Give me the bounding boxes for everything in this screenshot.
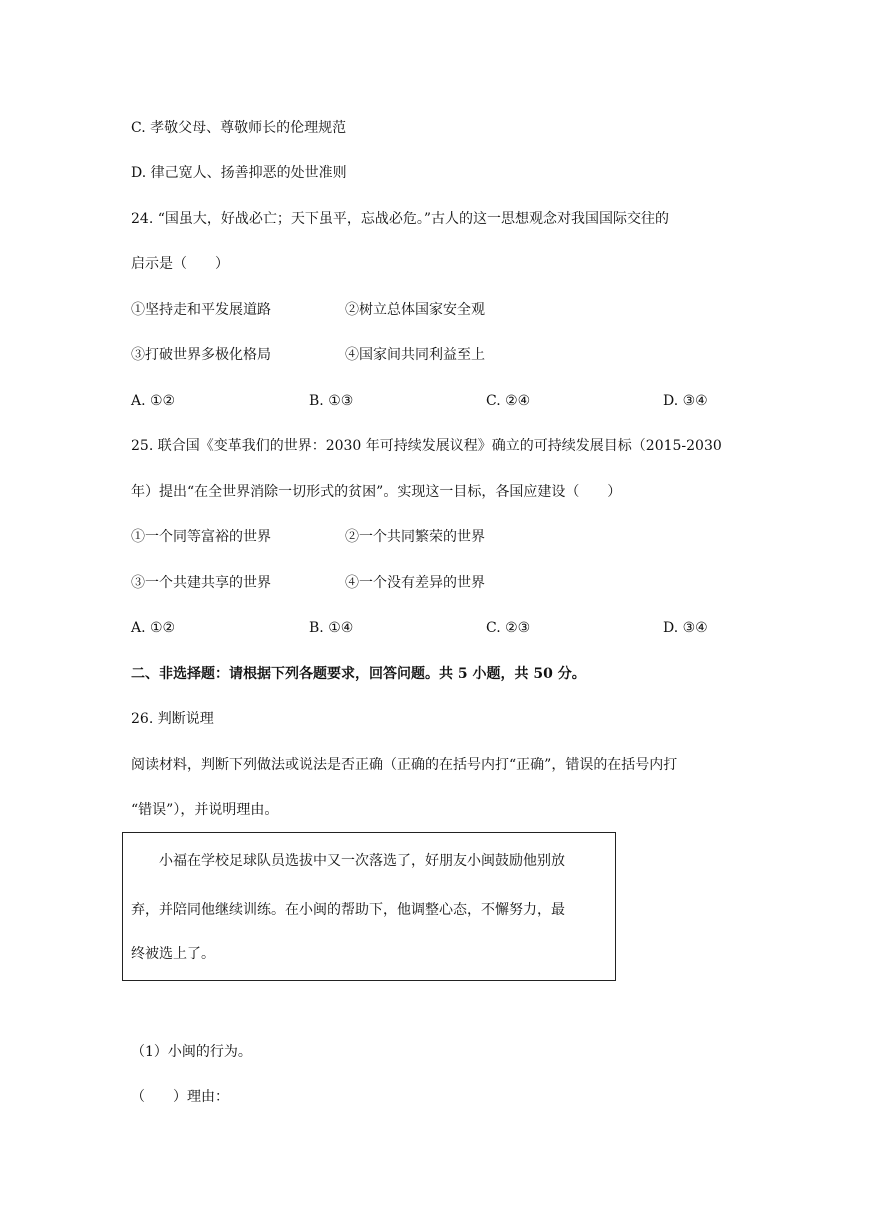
q25-statement-2: ②一个共同繁荣的世界	[345, 529, 485, 545]
q25-choice-b: B. ①④	[309, 620, 354, 636]
material-line3: 终被选上了。	[131, 946, 215, 962]
q24-statement-2: ②树立总体国家安全观	[345, 302, 485, 318]
q25-choice-a: A. ①②	[131, 620, 176, 636]
question-24-stem-line1: 24. “国虽大，好战必亡；天下虽平，忘战必危。”古人的这一思想观念对我国国际交往的	[131, 211, 670, 227]
q24-statement-1: ①坚持走和平发展道路	[131, 302, 271, 318]
q25-statement-4: ④一个没有差异的世界	[345, 575, 485, 591]
q25-statement-1: ①一个同等富裕的世界	[131, 529, 271, 545]
q26-answer-blank-1: （ ）理由：	[131, 1089, 229, 1105]
q25-choice-d: D. ③④	[663, 620, 708, 636]
q25-choice-c: C. ②③	[486, 620, 531, 636]
question-26-title: 26. 判断说理	[131, 711, 214, 727]
section-2-heading: 二、非选择题：请根据下列各题要求，回答问题。共 5 小题，共 50 分。	[131, 666, 586, 682]
question-25-stem-line1: 25. 联合国《变革我们的世界：2030 年可持续发展议程》确立的可持续发展目标（2015-2030	[131, 438, 722, 454]
q26-subquestion-1: （1）小闽的行为。	[131, 1044, 252, 1060]
q25-statement-3: ③一个共建共享的世界	[131, 575, 271, 591]
option-c-q23: C. 孝敬父母、尊敬师长的伦理规范	[131, 120, 347, 136]
q24-statement-4: ④国家间共同利益至上	[345, 347, 485, 363]
q24-statement-3: ③打破世界多极化格局	[131, 347, 271, 363]
material-line1: 小福在学校足球队员选拔中又一次落选了，好朋友小闽鼓励他别放	[159, 853, 565, 869]
q24-choice-a: A. ①②	[131, 393, 176, 409]
q24-choice-c: C. ②④	[486, 393, 531, 409]
material-line2: 弃，并陪同他继续训练。在小闽的帮助下，他调整心态，不懈努力，最	[131, 902, 565, 918]
material-box	[122, 832, 616, 981]
question-24-stem-line2: 启示是（ ）	[131, 256, 229, 272]
question-25-stem-line2: 年）提出“在全世界消除一切形式的贫困”。实现这一目标，各国应建设（ ）	[131, 484, 622, 500]
q26-instruction-line2: “错误”），并说明理由。	[131, 802, 279, 818]
q24-choice-d: D. ③④	[663, 393, 708, 409]
q26-instruction-line1: 阅读材料，判断下列做法或说法是否正确（正确的在括号内打“正确”，错误的在括号内打	[131, 757, 678, 773]
q24-choice-b: B. ①③	[309, 393, 354, 409]
option-d-q23: D. 律己宽人、扬善抑恶的处世准则	[131, 165, 347, 181]
